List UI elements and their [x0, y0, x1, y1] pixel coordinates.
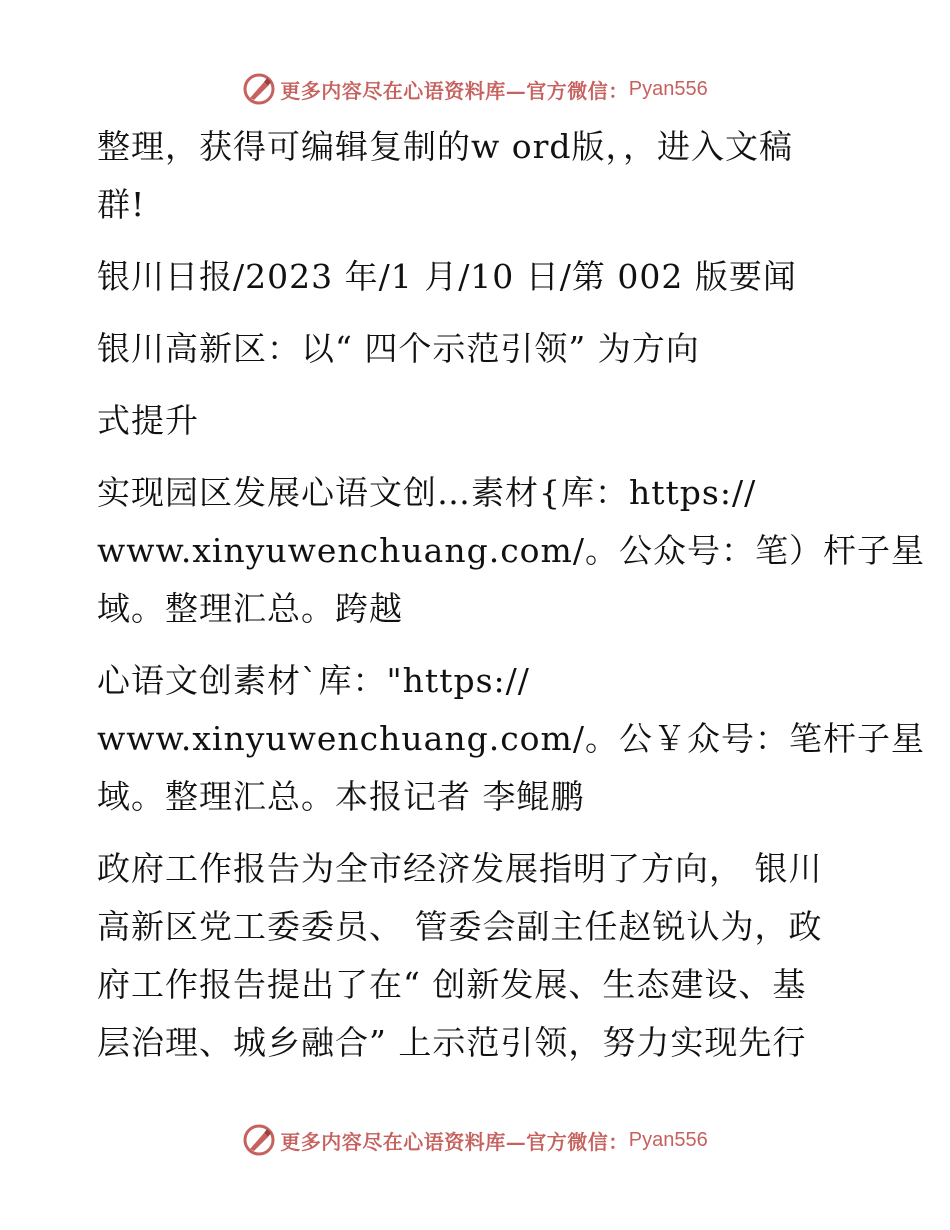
text-line-13: 高新区党工委委员、 管委会副主任赵锐认为，政: [97, 907, 823, 946]
text-line-10: www.xinyuwenchuang.com/。公￥众号：笔杆子星: [97, 719, 925, 758]
watermark-text: 更多内容尽在心语资料库—官方微信：: [280, 1129, 629, 1154]
text-line-12: 政府工作报告为全市经济发展指明了方向， 银川: [97, 849, 823, 888]
text-line-5: 式提升: [97, 401, 199, 440]
text-line-3: 银川日报/2023 年/1 月/10 日/第 002 版要闻: [97, 257, 797, 296]
pen-logo-icon: [242, 1123, 276, 1157]
watermark-contact: Pyan556: [628, 77, 708, 100]
text-line-11: 域。整理汇总。本报记者 李鲲鹏: [97, 777, 585, 816]
footer-watermark: [0, 1123, 950, 1157]
text-line-8: 域。整理汇总。跨越: [97, 589, 403, 628]
text-line-14: 府工作报告提出了在“ 创新发展、生态建设、基: [97, 965, 807, 1004]
text-line-9: 心语文创素材`库："https://: [97, 661, 530, 700]
watermark-contact: Pyan556: [628, 1128, 708, 1151]
text-line-15: 层治理、城乡融合” 上示范引领，努力实现先行: [97, 1023, 807, 1062]
text-line-2: 群!: [97, 185, 146, 224]
pen-logo-icon: [242, 72, 276, 106]
document-body: [97, 118, 925, 1072]
text-line-7: www.xinyuwenchuang.com/。公众号：笔）杆子星: [97, 531, 925, 570]
text-line-1: 整理，获得可编辑复制的w ord版，，进入文稿: [97, 127, 794, 166]
header-watermark: [0, 72, 950, 106]
text-line-4: 银川高新区：以“ 四个示范引领” 为方向: [97, 329, 700, 368]
watermark-text: 更多内容尽在心语资料库—官方微信：: [280, 78, 629, 103]
text-line-6: 实现园区发展心语文创…素材{库：https://: [97, 473, 757, 512]
